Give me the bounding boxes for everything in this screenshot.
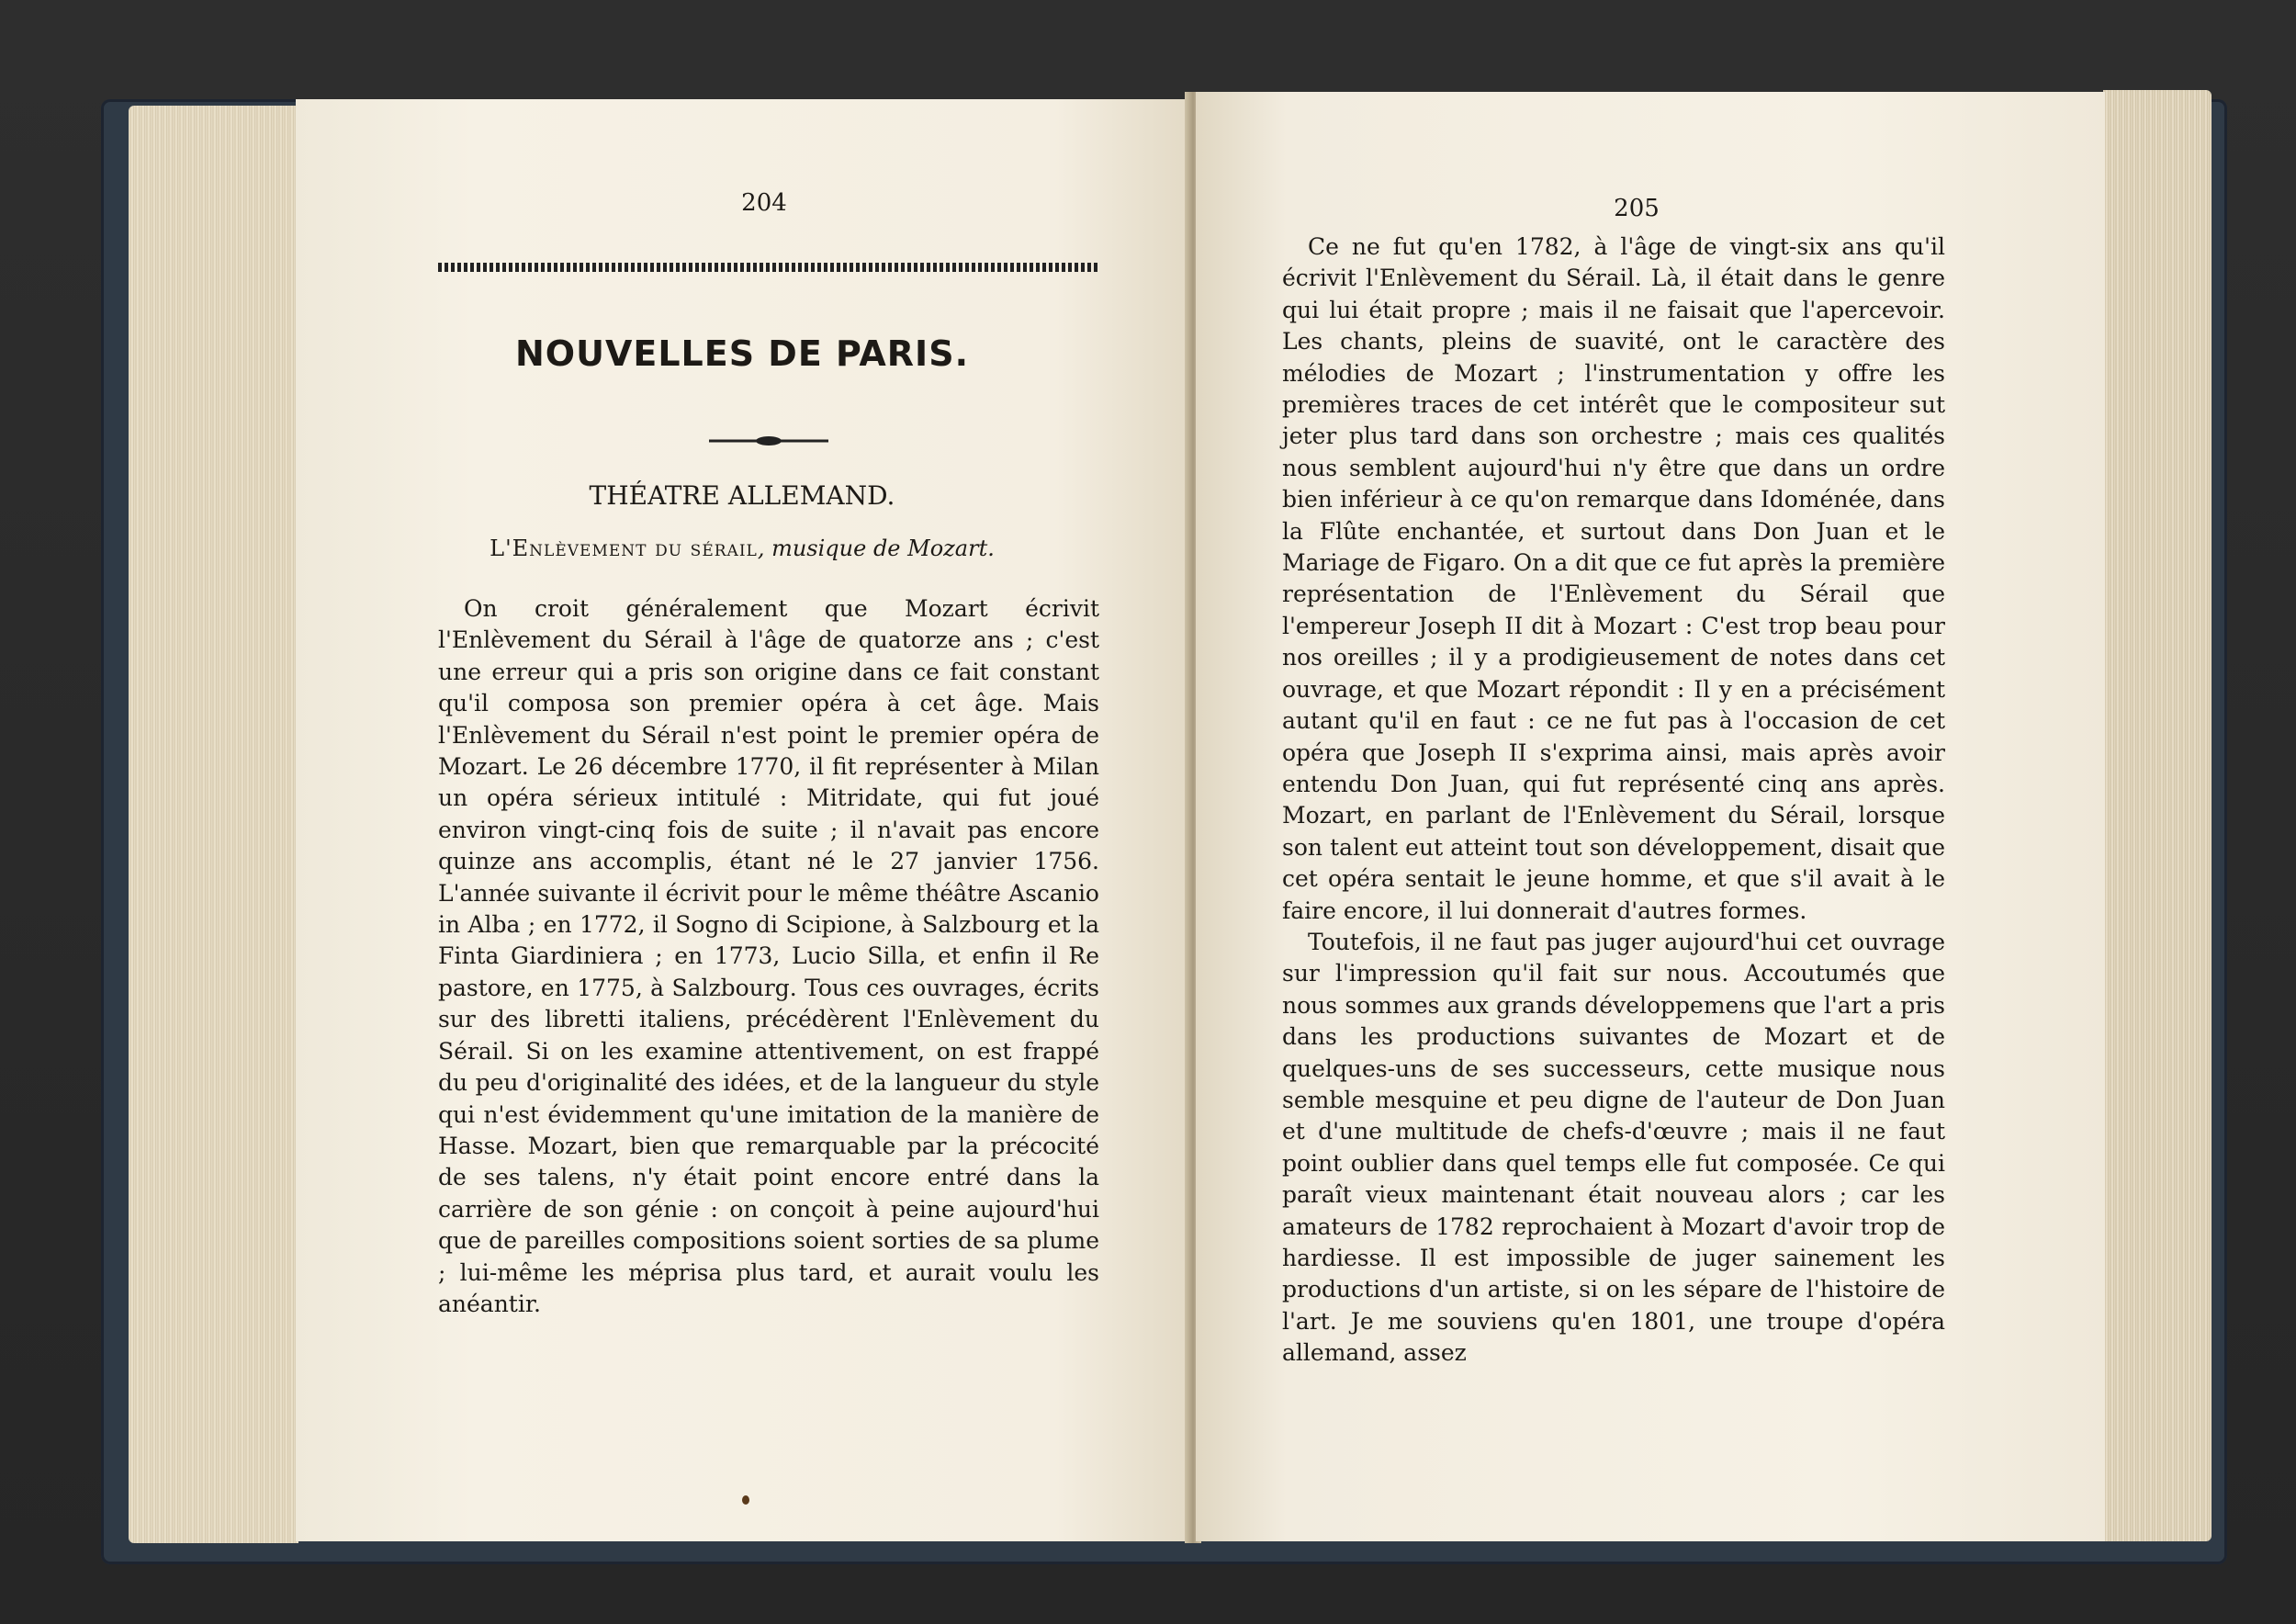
right-page bbox=[1196, 92, 2105, 1541]
body-text-left bbox=[438, 593, 1099, 1320]
article-subheading bbox=[388, 536, 1097, 561]
page-number-right: 205 bbox=[1614, 195, 1660, 222]
paragraph: On croit généralement que Mozart écrivit l'Enlèvement du Sérail à l'âge de quatorze ans ; c'est une erreur qui a pris son origine dans ce fait constant qu'il composa son premier opéra à cet âge. Mais l'Enlèvement du Sérail n'est point le premier opéra de Mozart. Le 26 décembre 1770, il fit représenter à Milan un opéra sérieux intitulé : Mitridate, qui fut joué environ vingt-cinq fois de suite ; il n'avait pas encore quinze ans accomplis, étant né le 27 janvier 1756. L'année suivante il écrivit pour le même théâtre Ascanio in Alba ; en 1772, il Sogno di Scipione, à Salzbourg et la Finta Giardiniera ; en 1773, Lucio Silla, et enfin il Re pastore, en 1775, à Salzbourg. Tous ces ouvrages, écrits sur des libretti italiens, précédèrent l'Enlèvement du Sérail. Si on les examine attentivement, on est frappé du peu d'originalité des idées, et de la langueur du style qui n'est évidemment qu'une imitation de la manière de Hasse. Mozart, bien que remarquable par la précocité de ses talens, n'y était point encore entré dans la carrière de son génie : on conçoit à peine aujourd'hui que de pareilles compositions soient sorties de sa plume ; lui-même les méprisa plus tard, et aurait voulu les anéantir. bbox=[438, 595, 1099, 1317]
decorative-rule bbox=[438, 263, 1099, 272]
page-number-left: 204 bbox=[741, 189, 787, 217]
paragraph: Toutefois, il ne faut pas juger aujourd'hui cet ouvrage sur l'impression qu'il fait sur nous. Accoutumés que nous sommes aux grands développemens que l'art a pris dans les productions suivantes de Mozart et de quelques-uns de ses successeurs, cette musique nous semble mesquine et peu digne de l'auteur de Don Juan et d'une multitude de chefs-d'œuvre ; mais il ne faut point oublier dans quel temps elle fut composée. Ce qui paraît vieux maintenant était nouveau alors ; car les amateurs de 1782 reprochaient à Mozart d'avoir trop de hardiesse. Il est impossible de juger sainement les productions d'un artiste, si on les sépare de l'histoire de l'art. Je me souviens qu'en 1801, une troupe d'opéra allemand, assez bbox=[1282, 928, 1945, 1367]
paragraph: Ce ne fut qu'en 1782, à l'âge de vingt-six ans qu'il écrivit l'Enlèvement du Sérail. Là, il était dans le genre qui lui était propre ; mais il ne faisait que l'apercevoir. Les chants, pleins de suavité, ont le caractère des mélodies de Mozart ; l'instrumentation y offre les premières traces de cet intérêt que le compositeur sut jeter plus tard dans son orchestre ; mais ces qualités nous semblent aujourd'hui n'y être que dans un ordre bien inférieur à ce qu'on remarque dans Idoménée, dans la Flûte enchantée, et surtout dans Don Juan et le Mariage de Figaro. On a dit que ce fut après la première représentation de l'Enlèvement du Sérail que l'empereur Joseph II dit à Mozart : C'est trop beau pour nos oreilles ; il y a prodigieusement de notes dans cet ouvrage, et que Mozart répondit : Il y en a précisément autant qu'il en faut : ce ne fut pas à l'occasion de cet opéra que Joseph II s'exprima ainsi, mais après avoir entendu Don Juan, qui fut représenté cinq ans après. Mozart, en parlant de l'Enlèvement du Sérail, lorsque son talent eut atteint tout son développement, disait que cet opéra sentait le jeune homme, et que s'il avait à le faire encore, il lui donnerait d'autres formes. bbox=[1282, 233, 1945, 924]
subheading-rest: , musique de Mozart. bbox=[757, 536, 995, 561]
flourish-ornament bbox=[709, 432, 828, 450]
ink-spot bbox=[742, 1495, 749, 1505]
section-title: NOUVELLES DE PARIS. bbox=[514, 333, 970, 374]
left-page-edges bbox=[129, 106, 298, 1543]
article-heading: THÉATRE ALLEMAND. bbox=[589, 480, 895, 511]
right-page-edges bbox=[2103, 90, 2212, 1541]
left-page bbox=[296, 99, 1188, 1541]
subheading-caps: L'Enlèvement du sérail bbox=[490, 536, 758, 561]
body-text-right bbox=[1282, 231, 1945, 1370]
